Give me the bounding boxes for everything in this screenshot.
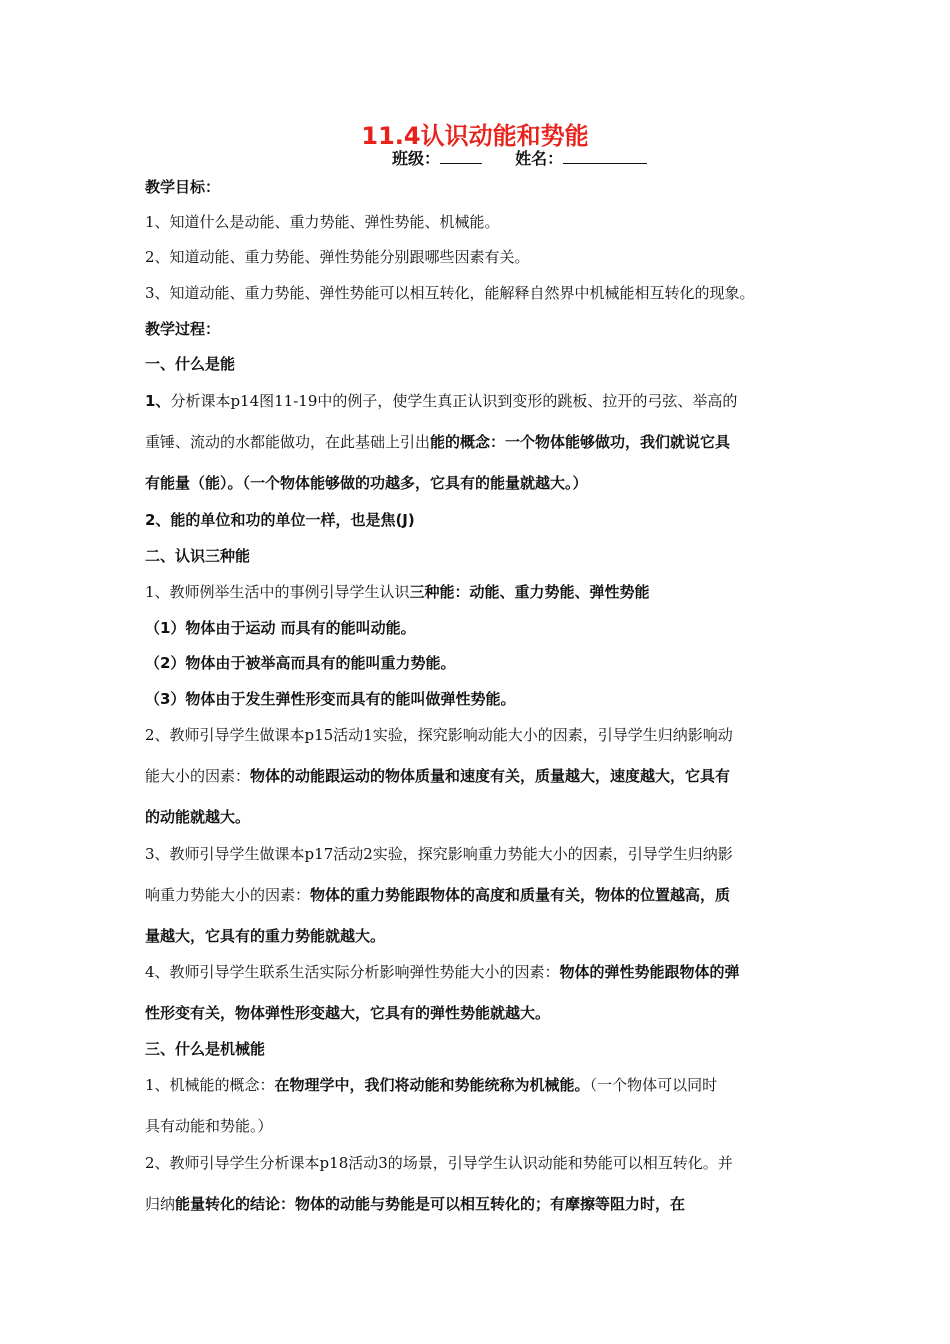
class-name-line bbox=[392, 148, 647, 170]
class-blank bbox=[440, 148, 482, 164]
paragraph-text: 1、机械能的概念： bbox=[145, 1076, 275, 1094]
class-label: 班级： bbox=[392, 149, 441, 168]
paragraph-line: 有能量（能）。（一个物体能够做的功越多，它具有的能量就越大。） bbox=[145, 474, 588, 492]
paragraph-line bbox=[145, 390, 737, 412]
paragraph-line bbox=[145, 581, 650, 603]
paragraph-bold: 物体的弹性势能跟物体的弹 bbox=[559, 963, 740, 981]
paragraph-bold: 三种能：动能、重力势能、弹性势能 bbox=[409, 583, 650, 601]
paragraph-line: 3、教师引导学生做课本p17活动2实验，探究影响重力势能大小的因素，引导学生归纳影 bbox=[145, 845, 733, 863]
paragraph-line: 性形变有关，物体弹性形变越大，它具有的弹性势能就越大。 bbox=[145, 1004, 551, 1022]
paragraph-text: 1、教师例举生活中的事例引导学生认识 bbox=[145, 583, 410, 601]
paragraph-text: （一个物体可以同时 bbox=[589, 1076, 718, 1094]
paragraph-line bbox=[145, 431, 730, 453]
paragraph-line: 的动能就越大。 bbox=[145, 808, 251, 826]
definition-item: （3）物体由于发生弹性形变而具有的能叫做弹性势能。 bbox=[145, 690, 516, 708]
paragraph-line: 2、教师引导学生分析课本p18活动3的场景，引导学生认识动能和势能可以相互转化。并 bbox=[145, 1154, 733, 1172]
paragraph-line: 2、能的单位和功的单位一样，也是焦(J) bbox=[145, 511, 415, 529]
name-blank bbox=[563, 148, 647, 164]
paragraph-line: 2、教师引导学生做课本p15活动1实验，探究影响动能大小的因素，引导学生归纳影响动 bbox=[145, 726, 733, 744]
paragraph-bold: 能量转化的结论：物体的动能与势能是可以相互转化的；有摩擦等阻力时，在 bbox=[175, 1195, 686, 1213]
name-label: 姓名： bbox=[515, 149, 564, 168]
paragraph-text: 4、教师引导学生联系生活实际分析影响弹性势能大小的因素： bbox=[145, 963, 560, 981]
paragraph-line bbox=[145, 884, 730, 906]
paragraph-line: 量越大，它具有的重力势能就越大。 bbox=[145, 927, 386, 945]
section-heading: 一、什么是能 bbox=[145, 355, 236, 373]
definition-item: （2）物体由于被举高而具有的能叫重力势能。 bbox=[145, 654, 456, 672]
paragraph-bold: 物体的动能跟运动的物体质量和速度有关，质量越大，速度越大，它具有 bbox=[250, 767, 731, 785]
paragraph-line bbox=[145, 961, 740, 983]
paragraph-text: 重锤、流动的水都能做功，在此基础上引出 bbox=[145, 433, 431, 451]
paragraph-line bbox=[145, 1074, 717, 1096]
section-heading: 二、认识三种能 bbox=[145, 547, 251, 565]
objectives-heading: 教学目标： bbox=[145, 178, 221, 196]
paragraph-line bbox=[145, 765, 730, 787]
paragraph-text: 归纳 bbox=[145, 1195, 176, 1213]
paragraph-line bbox=[145, 1193, 685, 1215]
paragraph-bold: 能的概念：一个物体能够做功，我们就说它具 bbox=[430, 433, 731, 451]
paragraph-text: 分析课本p14图11-19中的例子，使学生真正认识到变形的跳板、拉开的弓弦、举高的 bbox=[170, 392, 738, 410]
page-title: 11.4认识动能和势能 bbox=[361, 122, 589, 150]
paragraph-bold: 在物理学中，我们将动能和势能统称为机械能。 bbox=[274, 1076, 590, 1094]
section-heading: 三、什么是机械能 bbox=[145, 1040, 266, 1058]
process-heading: 教学过程： bbox=[145, 320, 221, 338]
objective-item: 1、知道什么是动能、重力势能、弹性势能、机械能。 bbox=[145, 213, 500, 231]
paragraph-line: 具有动能和势能。） bbox=[145, 1117, 273, 1135]
paragraph-bold: 物体的重力势能跟物体的高度和质量有关，物体的位置越高，质 bbox=[310, 886, 731, 904]
paragraph-text: 能大小的因素： bbox=[145, 767, 251, 785]
paragraph-text: 响重力势能大小的因素： bbox=[145, 886, 311, 904]
objective-item: 3、知道动能、重力势能、弹性势能可以相互转化，能解释自然界中机械能相互转化的现象。 bbox=[145, 284, 755, 302]
definition-item: （1）物体由于运动 而具有的能叫动能。 bbox=[145, 619, 416, 637]
objective-item: 2、知道动能、重力势能、弹性势能分别跟哪些因素有关。 bbox=[145, 248, 530, 266]
paragraph-lead: 1、 bbox=[145, 392, 171, 410]
